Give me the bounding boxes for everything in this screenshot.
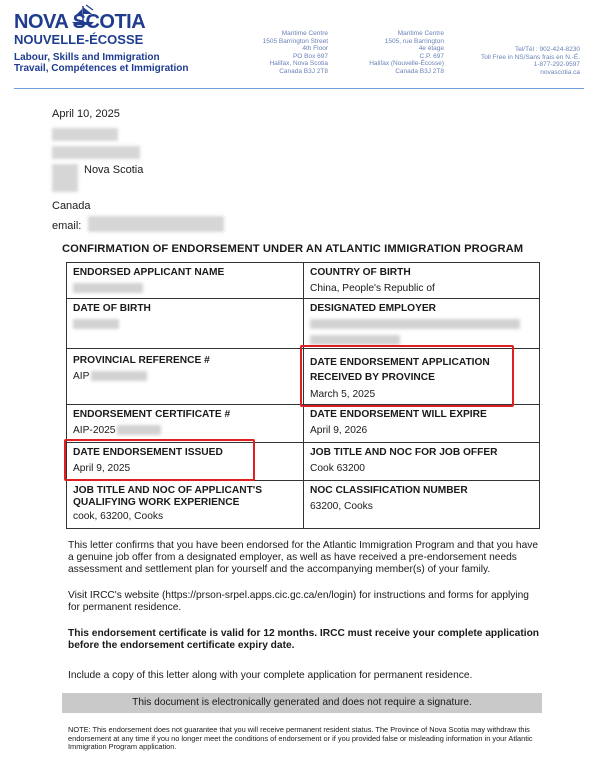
paragraph-validity: This endorsement certificate is valid for 12 months. IRCC must receive your complete application before the endorsement certificate expiry date.	[68, 628, 540, 651]
logo-french-text: NOUVELLE-ÉCOSSE	[14, 32, 144, 47]
table-cell	[67, 263, 304, 299]
highlight-issued-date	[64, 439, 255, 481]
letterhead	[0, 0, 598, 86]
cell-label: JOB TITLE AND NOC OF APPLICANT'S QUALIFYING WORK EXPERIENCE	[73, 485, 263, 508]
contact-line: Toll Free in NS/Sans frais en N.-É.	[481, 53, 580, 61]
recipient-province: Nova Scotia	[84, 164, 144, 176]
cell-value: April 9, 2025	[73, 463, 131, 474]
electronic-notice-band: This document is electronically generated and does not require a signature.	[62, 693, 542, 713]
cell-label: DATE ENDORSEMENT APPLICATION RECEIVED BY PROVINCE	[310, 357, 490, 383]
table-cell	[304, 481, 540, 529]
cell-label: ENDORSED APPLICANT NAME	[73, 267, 225, 278]
cell-label: JOB TITLE AND NOC FOR JOB OFFER	[310, 447, 498, 458]
contact-line: 1-877-292-9597	[533, 61, 580, 69]
table-row	[67, 405, 540, 443]
address-line: 1505, rue Barrington	[384, 37, 444, 45]
cell-label: DATE ENDORSEMENT ISSUED	[73, 447, 223, 458]
redacted-date-of-birth	[73, 319, 297, 331]
logo-main-text: NOVA SCOTIA	[14, 11, 146, 33]
table-cell	[67, 405, 304, 443]
contact-line[interactable]: novascotia.ca	[540, 68, 580, 76]
header-divider	[14, 88, 584, 89]
cell-value: March 5, 2025	[310, 389, 376, 400]
table-cell	[67, 481, 304, 529]
paragraph-ircc-website: Visit IRCC's website (https://prson-srpel.apps.cic.gc.ca/en/login) for instructions and forms for applying for permanent residence.	[68, 590, 529, 613]
address-line: C.P. 697	[419, 52, 444, 60]
redacted-email	[88, 216, 224, 232]
cell-value: 63200, Cooks	[310, 501, 373, 512]
address-english	[240, 30, 328, 76]
cell-label: ENDORSEMENT CERTIFICATE #	[73, 409, 231, 420]
table-row	[67, 263, 540, 299]
contact-info	[460, 46, 580, 76]
address-line: 4th Floor	[302, 45, 328, 53]
cell-label: NOC CLASSIFICATION NUMBER	[310, 485, 468, 496]
table-cell	[304, 405, 540, 443]
department-name-fr: Travail, Compétences et Immigration	[14, 63, 189, 74]
cell-label: PROVINCIAL REFERENCE #	[73, 355, 210, 366]
cell-value: April 9, 2026	[310, 425, 368, 436]
address-line: 1505 Barrington Street	[262, 37, 328, 45]
cell-value	[73, 371, 297, 383]
cell-value: cook, 63200, Cooks	[73, 511, 164, 522]
disclaimer-note: NOTE: This endorsement does not guarantee that you will receive permanent resident status. The Province of Nova Scotia may withdraw this endorsement at any time if you no longer meet the conditions of endorsement or if you provided false or misleading information in your Atlantic Immigration Program application.	[68, 725, 533, 752]
department-name-en: Labour, Skills and Immigration	[14, 52, 160, 63]
cell-label: DATE OF BIRTH	[73, 303, 151, 314]
table-cell	[304, 443, 540, 481]
redacted-applicant-name	[73, 283, 297, 295]
nova-scotia-logo	[14, 12, 189, 74]
paragraph-include-copy: Include a copy of this letter along with your complete application for permanent residence.	[68, 670, 473, 681]
cell-label: DESIGNATED EMPLOYER	[310, 303, 437, 314]
cell-label: DATE ENDORSEMENT WILL EXPIRE	[310, 409, 487, 420]
certificate-prefix: AIP-2025	[73, 425, 116, 436]
document-title: CONFIRMATION OF ENDORSEMENT UNDER AN ATLANTIC IMMIGRATION PROGRAM	[62, 243, 524, 255]
redacted-street-address	[52, 146, 140, 159]
reference-prefix: AIP	[73, 371, 90, 382]
table-row	[67, 299, 540, 349]
address-line: PO Box 697	[292, 52, 328, 60]
highlight-received-date	[300, 345, 514, 407]
cell-value	[73, 425, 297, 437]
redacted-city	[52, 164, 78, 192]
redacted-recipient-name	[52, 128, 118, 141]
paragraph-confirmation: This letter confirms that you have been endorsed for the Atlantic Immigration Program and that you have a genuine job offer from a designated employer, as well as have received a pre-endorsement needs assessment and settlement plan for yourself and the accompanying member(s) of your family.	[68, 540, 539, 575]
contact-line: Tel/Tél : 902-424-8230	[514, 46, 580, 53]
address-line: Maritime Centre	[281, 30, 328, 37]
address-line: Canada B3J 2T8	[395, 67, 444, 75]
table-cell	[67, 299, 304, 349]
cell-value: Cook 63200	[310, 463, 365, 474]
table-cell	[304, 263, 540, 299]
email-label: email:	[52, 220, 82, 232]
address-line: Halifax, Nova Scotia	[269, 60, 328, 68]
address-line: Maritime Centre	[397, 30, 444, 37]
address-line: Canada B3J 2T8	[279, 67, 328, 75]
address-line: 4e étage	[418, 45, 444, 53]
letter-date: April 10, 2025	[52, 108, 120, 120]
table-cell	[304, 299, 540, 349]
redacted-employer-name	[310, 319, 533, 345]
recipient-country: Canada	[52, 200, 91, 212]
address-french	[360, 30, 444, 76]
cell-value: China, People's Republic of	[310, 283, 435, 294]
address-line: Halifax (Nouvelle-Écosse)	[369, 60, 444, 68]
table-row	[67, 481, 540, 529]
cell-label: COUNTRY OF BIRTH	[310, 267, 411, 278]
table-cell	[67, 349, 304, 405]
